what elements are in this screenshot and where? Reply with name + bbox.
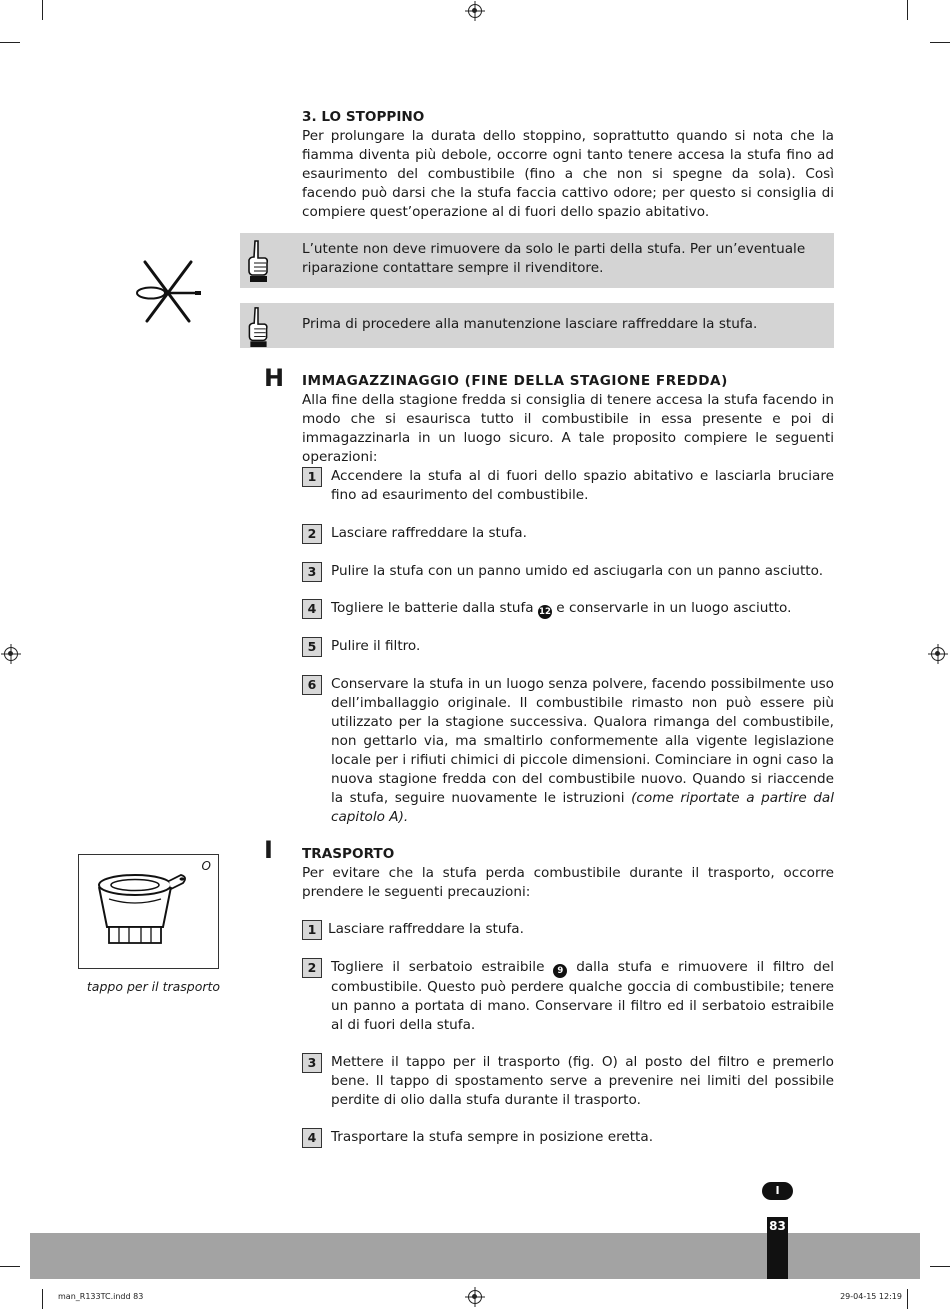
figure-caption: tappo per il trasporto [86, 979, 221, 994]
tank-reference-badge: 9 [553, 964, 567, 978]
storage-step-text: Lasciare raffreddare la stufa. [331, 525, 527, 541]
transport-step-text [331, 958, 834, 1035]
registration-mark-left [4, 647, 18, 661]
section-wick-heading: 3. LO STOPPINO [302, 109, 425, 125]
warning-note-1 [240, 233, 834, 288]
language-badge: I [762, 1182, 793, 1200]
storage-step-number: 4 [302, 599, 322, 619]
section-transport-body: Per evitare che la stufa perda combustibile durante il trasporto, occorre prendere le seguenti precauzioni: [302, 865, 834, 900]
section-transport [302, 845, 834, 902]
no-screwdriver-icon [133, 258, 205, 324]
transport-step-text: Trasportare la stufa sempre in posizione eretta. [331, 1129, 654, 1145]
storage-step-text [331, 599, 834, 619]
section-wick-body: Per prolungare la durata dello stoppino, soprattutto quando si nota che la fiamma diventa più debole, occorre ogni tanto tenere accesa la stufa fino ad esaurimento del combustibile (fino a che non si spegne da sola). Così facendo può darsi che la stufa faccia cattivo odore; per questo si consiglia di compiere quest’operazione al di fuori dello spazio abitativo. [302, 128, 834, 220]
step-text-part: dalla stufa e rimuovere il filtro del combustibile. Questo può perdere qualche goccia di combustibile; tenere un panno a portata di mano. Conservare il filtro ed il serbatoio estraibile al di fuori della stufa. [331, 959, 834, 1033]
figure-transport-cap [78, 854, 219, 969]
section-storage-body: Alla fine della stagione fredda si consiglia di tenere accesa la stufa facendo in modo che si esaurisca tutto il combustibile in essa presente e poi di immagazzinarla in un luogo sicuro. A tale proposito compiere le seguenti operazioni: [302, 392, 834, 465]
storage-step-text: Pulire la stufa con un panno umido ed asciugarla con un panno asciutto. [331, 563, 824, 579]
transport-cap-icon [95, 869, 195, 953]
battery-reference-badge: 12 [539, 607, 551, 617]
section-storage [302, 372, 834, 467]
section-letter-i: I [264, 836, 273, 864]
step-text-italic: (come riportate a partire dal capitolo A). [331, 790, 835, 825]
step-text-part: Conservare la stufa in un luogo senza polvere, facendo possibilmente uso dell’imballaggio originale. Il combustibile rimasto non può essere più utilizzato per la stagione successiva. Qualora rimanga del combustibile, non gettarlo via, ma smaltirlo conformemente alla vigente legislazione locale per i rifiuti chimici di piccole dimensioni. Cominciare in ogni caso la nuova stagione fredda con del combustibile nuovo. Quando si riaccende la stufa, seguire nuovamente le istruzioni [331, 676, 834, 806]
warning-note-1-text: L’utente non deve rimuovere da solo le parti della stufa. Per un’eventuale riparazione contattare sempre il rivenditore. [302, 241, 806, 276]
figure-label: O [201, 859, 211, 873]
transport-step-number: 4 [302, 1128, 322, 1148]
step-text-part: e conservarle in un luogo asciutto. [556, 600, 792, 616]
transport-step-number: 1 [302, 920, 322, 940]
transport-step-number: 2 [302, 958, 322, 978]
storage-step-text [331, 675, 834, 827]
step-text-part: Togliere il serbatoio estraibile [331, 959, 545, 975]
storage-step-number: 1 [302, 467, 322, 487]
transport-step-number: 3 [302, 1053, 322, 1073]
storage-step-number: 2 [302, 524, 322, 544]
registration-mark-bottom [468, 1290, 482, 1304]
section-transport-heading: TRASPORTO [302, 846, 395, 862]
file-slug: man_R133TC.indd 83 [58, 1292, 144, 1301]
section-storage-heading: IMMAGAZZINAGGIO (FINE DELLA STAGIONE FREDDA) [302, 373, 728, 389]
pointing-hand-icon [246, 305, 270, 348]
registration-mark-top [468, 4, 482, 18]
transport-step-text: Mettere il tappo per il trasporto (fig. O) al posto del filtro e premerlo bene. Il tappo di spostamento serve a prevenire nei limiti del possibile perdite di olio dalla stufa durante il trasporto. [331, 1054, 834, 1108]
registration-mark-right [931, 647, 945, 661]
storage-step-number: 6 [302, 675, 322, 695]
storage-step-number: 3 [302, 562, 322, 582]
storage-step-text: Pulire il filtro. [331, 638, 421, 654]
pointing-hand-icon [246, 238, 270, 283]
transport-step-text: Lasciare raffreddare la stufa. [328, 921, 524, 937]
storage-step-text: Accendere la stufa al di fuori dello spazio abitativo e lasciarla bruciare fino ad esaurimento del combustibile. [331, 468, 834, 503]
storage-step-number: 5 [302, 637, 322, 657]
step-text-part: Togliere le batterie dalla stufa [331, 600, 534, 616]
section-wick [302, 108, 834, 222]
section-letter-h: H [264, 364, 285, 392]
page-number: 83 [767, 1217, 788, 1279]
warning-note-2 [240, 303, 834, 348]
date-slug: 29-04-15 12:19 [840, 1292, 902, 1301]
warning-note-2-text: Prima di procedere alla manutenzione lasciare raffreddare la stufa. [302, 316, 758, 332]
